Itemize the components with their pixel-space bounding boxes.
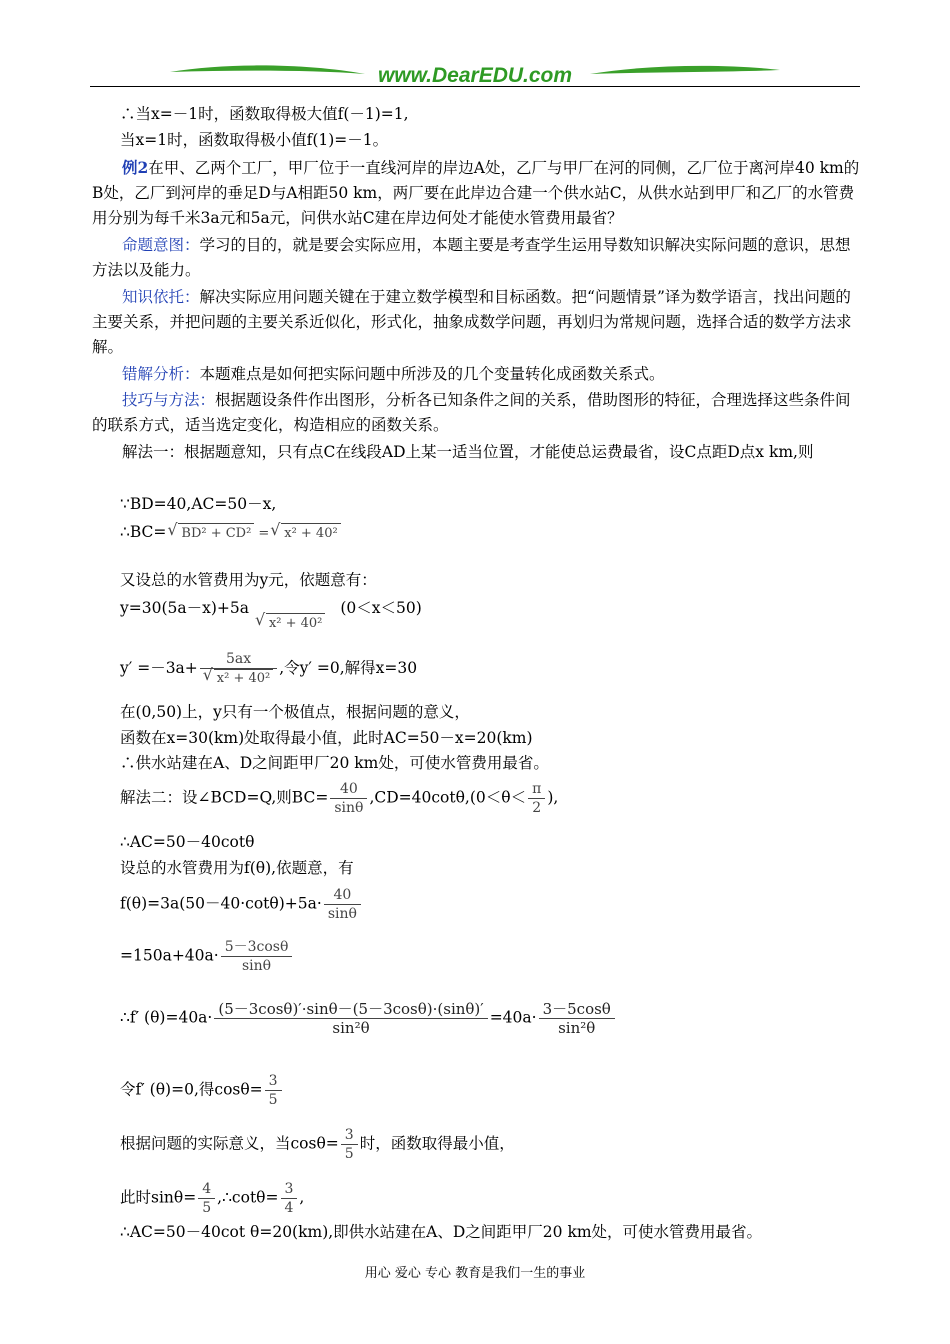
skill-paragraph xyxy=(92,388,862,438)
method1-text: 根据题意知，只有点C在线段AD上某一适当位置，才能使总运费最省，设C点距D点x km,则 xyxy=(184,443,814,461)
fraction-denominator: sinθ xyxy=(242,958,272,974)
fraction-denominator xyxy=(200,669,277,688)
fzero-formula xyxy=(120,1072,284,1109)
formula-text: = xyxy=(258,526,270,541)
formula-text: ,CD=40cotθ,(0＜θ＜ xyxy=(369,788,527,807)
intent-paragraph xyxy=(92,233,862,283)
formula-text: =40a· xyxy=(489,1008,537,1027)
example-label: 例2 xyxy=(122,158,149,177)
text-line: 当x=1时，函数取得极小值f(1)=－1。 xyxy=(120,131,389,149)
f2-formula xyxy=(120,938,294,975)
left-swoosh-icon xyxy=(170,65,365,74)
fraction-denominator: sin²θ xyxy=(332,1019,370,1037)
fraction-denominator: 5 xyxy=(344,1146,354,1162)
f-formula xyxy=(120,886,363,923)
fraction-denominator: 4 xyxy=(284,1200,294,1216)
fraction xyxy=(198,1180,215,1217)
fraction-numerator: 5－3cosθ xyxy=(221,938,293,957)
formula-text: , xyxy=(299,1188,305,1207)
formula-text: 解法二：设∠BCD=Q,则BC= xyxy=(120,788,329,807)
formula-text: y′ =－3a+ xyxy=(120,659,198,677)
text-line: ∴供水站建在A、D之间距甲厂20 km处，可使水管费用最省。 xyxy=(120,754,549,772)
formula-text: ,∴cotθ= xyxy=(217,1188,279,1207)
fraction xyxy=(539,1000,615,1037)
fraction-numerator: 3 xyxy=(281,1180,298,1199)
fraction-denominator: 2 xyxy=(532,800,542,816)
fraction xyxy=(281,1180,298,1217)
formula-text: ,令y′ =0,解得x=30 xyxy=(279,659,418,677)
skill-label: 技巧与方法： xyxy=(122,391,216,409)
text-line: 在(0,50)上，y只有一个极值点，根据问题的意义， xyxy=(120,703,470,721)
formula-text: f(θ)=3a(50－40·cotθ)+5a· xyxy=(120,894,322,913)
text-line: 又设总的水管费用为y元，依题意有： xyxy=(120,571,377,589)
text-line: ∵BD=40,AC=50－x, xyxy=(120,495,277,513)
fraction-numerator: 3－5cosθ xyxy=(539,1000,615,1019)
header-rule xyxy=(90,86,860,87)
fraction-denominator: 5 xyxy=(268,1092,278,1108)
site-logo: www.DearEDU.com xyxy=(377,64,573,87)
bc-formula xyxy=(120,522,341,544)
intent-label: 命题意图： xyxy=(122,236,200,254)
formula-text: (0＜x＜50) xyxy=(340,599,422,617)
y-formula xyxy=(120,598,422,631)
method1-label: 解法一： xyxy=(122,443,185,461)
sqrt-expression: √ x² + 40² xyxy=(266,613,325,634)
text-line: ∴当x=－1时，函数取得极大值f(－1)=1, xyxy=(120,105,409,123)
sqrt-expression: √ x² + 40² xyxy=(281,523,340,544)
fraction-numerator: 5ax xyxy=(200,650,277,669)
fraction-numerator: 3 xyxy=(341,1126,358,1145)
fraction-denominator: sin²θ xyxy=(558,1019,596,1037)
example-text: 在甲、乙两个工厂，甲厂位于一直线河岸的岸边A处，乙厂与甲厂在河的同侧，乙厂位于离河岸40 km的B处，乙厂到河岸的垂足D与A相距50 km，两厂要在此岸边合建一个供水站C，从供水站到甲厂和乙厂的水管费用分别为每千米3a元和5a元，问供水站C建在岸边何处才能使水管费用最省？ xyxy=(92,159,860,227)
example-2 xyxy=(92,155,862,231)
meaning-line xyxy=(120,1126,515,1163)
formula-text: ), xyxy=(547,788,559,807)
skill-text: 根据题设条件作出图形，分析各已知条件之间的关系，借助图形的特征，合理选择这些条件间的联系方式，适当选定变化，构造相应的函数关系。 xyxy=(92,391,851,434)
error-paragraph xyxy=(92,362,862,387)
text-line: 设总的水管费用为f(θ),依题意，有 xyxy=(120,859,354,877)
fraction-numerator: π xyxy=(528,780,545,799)
formula-text: 令f′ (θ)=0,得cosθ= xyxy=(120,1080,263,1099)
fprime-formula xyxy=(120,1000,617,1037)
right-swoosh-icon xyxy=(590,66,780,74)
fraction-denominator: sinθ xyxy=(334,800,364,816)
fraction xyxy=(214,1000,487,1037)
formula-text: ∴f′ (θ)=40a· xyxy=(120,1008,213,1027)
fraction-numerator: 40 xyxy=(324,886,361,905)
fraction-numerator: (5－3cosθ)′·sinθ－(5－3cosθ)·(sinθ)′ xyxy=(214,1000,487,1019)
sin-cot-line xyxy=(120,1180,304,1217)
error-label: 错解分析： xyxy=(122,365,200,383)
error-text: 本题难点是如何把实际问题中所涉及的几个变量转化成函数关系式。 xyxy=(199,365,665,383)
fraction-denominator: sinθ xyxy=(327,906,357,922)
sqrt-expression: √ x² + 40² xyxy=(214,669,273,688)
fraction xyxy=(324,886,361,923)
method2-line xyxy=(120,780,558,817)
fraction-denominator: 5 xyxy=(202,1200,212,1216)
formula-text: 此时sinθ= xyxy=(120,1188,197,1207)
fraction-numerator: 40 xyxy=(330,780,367,799)
text-line: ∴AC=50－40cot θ=20(km),即供水站建在A、D之间距甲厂20 km处，可使水管费用最省。 xyxy=(120,1223,763,1241)
fraction-numerator: 3 xyxy=(265,1072,282,1091)
formula-text: 时，函数取得最小值， xyxy=(359,1134,515,1153)
fraction xyxy=(265,1072,282,1109)
sqrt-expression: √ BD² + CD² xyxy=(178,523,254,544)
derivative-formula xyxy=(120,650,417,688)
basis-paragraph xyxy=(92,285,862,360)
formula-text: =150a+40a· xyxy=(120,946,219,965)
basis-label: 知识依托： xyxy=(122,288,200,306)
formula-text: y=30(5a－x)+5a xyxy=(120,599,249,617)
fraction xyxy=(528,780,545,817)
fraction-numerator: 4 xyxy=(198,1180,215,1199)
text-line: ∴AC=50－40cotθ xyxy=(120,833,255,851)
fraction xyxy=(330,780,367,817)
fraction xyxy=(341,1126,358,1163)
intent-text: 学习的目的，就是要会实际应用，本题主要是考查学生运用导数知识解决实际问题的意识，思想方法以及能力。 xyxy=(92,236,851,279)
method1-paragraph xyxy=(92,440,862,465)
fraction xyxy=(221,938,293,975)
page-footer: 用心 爱心 专心 教育是我们一生的事业 xyxy=(364,1266,586,1281)
fraction xyxy=(200,650,277,688)
basis-text: 解决实际应用问题关键在于建立数学模型和目标函数。把“问题情景”译为数学语言，找出问题的主要关系，并把问题的主要关系近似化，形式化，抽象成数学问题，再划归为常规问题，选择合适的数学方法求解。 xyxy=(92,288,852,356)
formula-text: ∴BC= xyxy=(120,523,167,541)
text-line: 函数在x=30(km)处取得最小值，此时AC=50－x=20(km) xyxy=(120,729,533,747)
formula-text: 根据问题的实际意义，当cosθ= xyxy=(120,1134,339,1153)
